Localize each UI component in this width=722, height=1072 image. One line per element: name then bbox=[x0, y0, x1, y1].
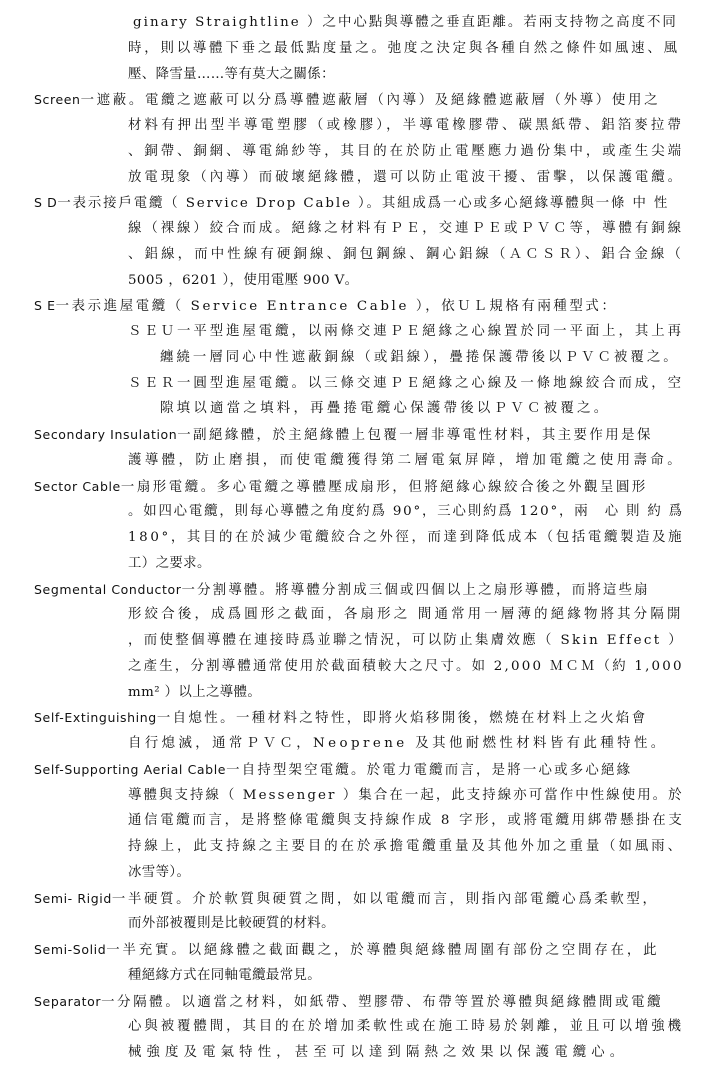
entry-first-line: Separator一分隔體。以適當之材料，如紙帶、塑膠帶、布帶等置於導體與絕緣體間或電纜 bbox=[34, 993, 664, 1010]
term-label: Semi- Rigid bbox=[34, 890, 112, 906]
entry-first-line: Secondary Insulation一副絕緣體，於主絕緣體上包覆一層非導電性材料，其主要作用是保 bbox=[34, 427, 653, 443]
entry-line: 護導體，防止磨損，而使電纜獲得第二層電氣屏障，增加電纜之使用壽命。 bbox=[128, 452, 685, 468]
entry-line: mm² ）以上之導體。 bbox=[128, 684, 262, 700]
entry-line: ＳＥＵ一平型進屋電纜，以兩條交連ＰＥ絕緣之心線置於同一平面上，其上再 bbox=[128, 324, 684, 339]
entry-line: ＳＥＲ一圓型進屋電纜。以三條交連ＰＥ絕緣之心線及一條地線絞合而成，空 bbox=[128, 375, 684, 391]
entry-line: 自行熄滅，通常ＰＶＣ，Neoprene 及其他耐燃性材料皆有此種特性。 bbox=[128, 736, 668, 751]
entry-line: 械強度及電氣特性，甚至可以達到隔熱之效果以保護電纜心。 bbox=[128, 1045, 629, 1060]
entry-line: 通信電纜而言，是將整條電纜與支持線作成 8 字形，或將電纜用綁帶懸掛在支 bbox=[128, 813, 685, 829]
entry-first-line: Segmental Conductor一分割導體。將導體分割成三個或四個以上之扇形導體，而將這些扇 bbox=[34, 581, 650, 598]
entry-line: 。如四心電纜，則每心導體之角度約爲 90°，三心則約爲 120°，兩 心 則 約 爲 bbox=[128, 504, 684, 520]
entry-line: 材料有押出型半導電塑膠（或橡膠），半導電橡膠帶、碳黑紙帶、鋁箔麥拉帶 bbox=[128, 118, 685, 133]
entry-line: 、銅帶、銅網、導電綿紗等，其目的在於防止電壓應力過份集中，或產生尖端 bbox=[128, 143, 684, 159]
term-label: Segmental Conductor bbox=[34, 581, 182, 597]
term-label: Secondary Insulation bbox=[34, 427, 178, 442]
entry-line: 時，則以導體下垂之最低點度量之。弛度之決定與各種自然之條件如風速、風 bbox=[128, 40, 680, 56]
term-label: Self-Extinguishing bbox=[34, 710, 157, 726]
entry-first-line: S E一表示進屋電纜（ Service Entrance Cable ），依ＵＬ規格有兩種型式： bbox=[34, 298, 618, 315]
entry-line: 隙填以適當之填料，再疊捲電纜心保護帶後以ＰＶＣ被覆之。 bbox=[160, 401, 611, 417]
entry-line: ，而使整個導體在連接時爲並聯之情況，可以防止集膚效應（ Skin Effect ） bbox=[128, 633, 684, 648]
entry-line: 工）之要求。 bbox=[128, 555, 211, 571]
term-label: Sector Cable bbox=[34, 478, 121, 494]
entry-line: 放電現象（內導）而破壞絕緣體，還可以防止電波干擾、雷擊，以保護電纜。 bbox=[128, 169, 684, 185]
entry-first-line: Screen一遮蔽。電纜之遮蔽可以分爲導體遮蔽層（內導）及絕緣體遮蔽層（外導）使用之 bbox=[34, 92, 661, 109]
entry-line: 之產生，分割導體通常使用於截面積較大之尺寸。如 2,000 ＭＣＭ（約 1,000 bbox=[128, 658, 684, 674]
entry-line: 180°，其目的在於減少電纜絞合之外徑，而達到降低成本（包括電纜製造及施 bbox=[128, 530, 685, 545]
term-label: Screen bbox=[34, 92, 81, 108]
entry-line: 壓、降雪量……等有莫大之關係： bbox=[128, 66, 335, 82]
entry-line: 持線上，此支持線之主要目的在於承擔電纜重量及其他外加之重量（如風雨、 bbox=[128, 839, 684, 854]
entry-first-line: S D一表示接戶電纜（ Service Drop Cable ）。其組成爲一心或多心絕緣導體與一條 中 性 bbox=[34, 195, 670, 212]
entry-line: 5005 ，6201 ），使用電壓 900 V。 bbox=[128, 272, 359, 288]
entry-line: 導體與支持線（ Messenger ）集合在一起，此支持線亦可當作中性線使用。於 bbox=[128, 787, 684, 803]
entry-first-line: Semi-Solid一半充實。以絕緣體之截面觀之，於導體與絕緣體周圍有部份之空間存在，此 bbox=[34, 942, 660, 958]
term-label: S D bbox=[34, 195, 58, 211]
entry-line: ginary Straightline ）之中心點與導體之垂直距離。若兩支持物之高度不同 bbox=[133, 15, 678, 30]
entry-first-line: Self-Extinguishing一自熄性。一種材料之特性，即將火焰移開後，燃燒在材料上之火焰會 bbox=[34, 710, 648, 727]
entry-line: 冰雪等）。 bbox=[128, 864, 191, 880]
entry-first-line: Semi- Rigid一半硬質。介於軟質與硬質之間，如以電纜而言，則指內部電纜心爲柔軟型， bbox=[34, 890, 659, 907]
entry-line: 形絞合後，成爲圓形之截面，各扇形之 間通常用一層薄的絕緣物將其分隔開 bbox=[128, 607, 684, 623]
term-label: Self-Supporting Aerial Cable bbox=[34, 761, 227, 777]
entry-first-line: Self-Supporting Aerial Cable一自持型架空電纜。於電力電纜而言，是將一心或多心絕緣 bbox=[34, 761, 633, 778]
entry-line: 種絕緣方式在同軸電纜最常見。 bbox=[128, 967, 322, 983]
entry-line: 心與被覆體間，其目的在於增加柔軟性或在施工時易於剝離，並且可以增強機 bbox=[128, 1019, 684, 1035]
term-label: Semi-Solid bbox=[34, 942, 107, 957]
entry-line: 纏繞一層同心中性遮蔽銅線（或鋁線），疊捲保護帶後以ＰＶＣ被覆之。 bbox=[160, 349, 680, 365]
entry-first-line: Sector Cable一扇形電纜。多心電纜之導體壓成扇形，但將絕緣心線絞合後之外觀呈圓形 bbox=[34, 478, 648, 495]
entry-line: 、鋁線，而中性線有硬銅線、銅包鋼線、鋼心鋁線（ＡＣＳＲ）、鋁合金線（ bbox=[128, 246, 685, 262]
entry-line: 線（裸線）絞合而成。絕緣之材料有ＰＥ，交連ＰＥ或ＰＶＣ等，導體有銅線 bbox=[128, 221, 684, 236]
term-label: S E bbox=[34, 298, 56, 314]
term-label: Separator bbox=[34, 993, 102, 1009]
entry-line: 而外部被覆則是比較硬質的材料。 bbox=[128, 916, 335, 932]
